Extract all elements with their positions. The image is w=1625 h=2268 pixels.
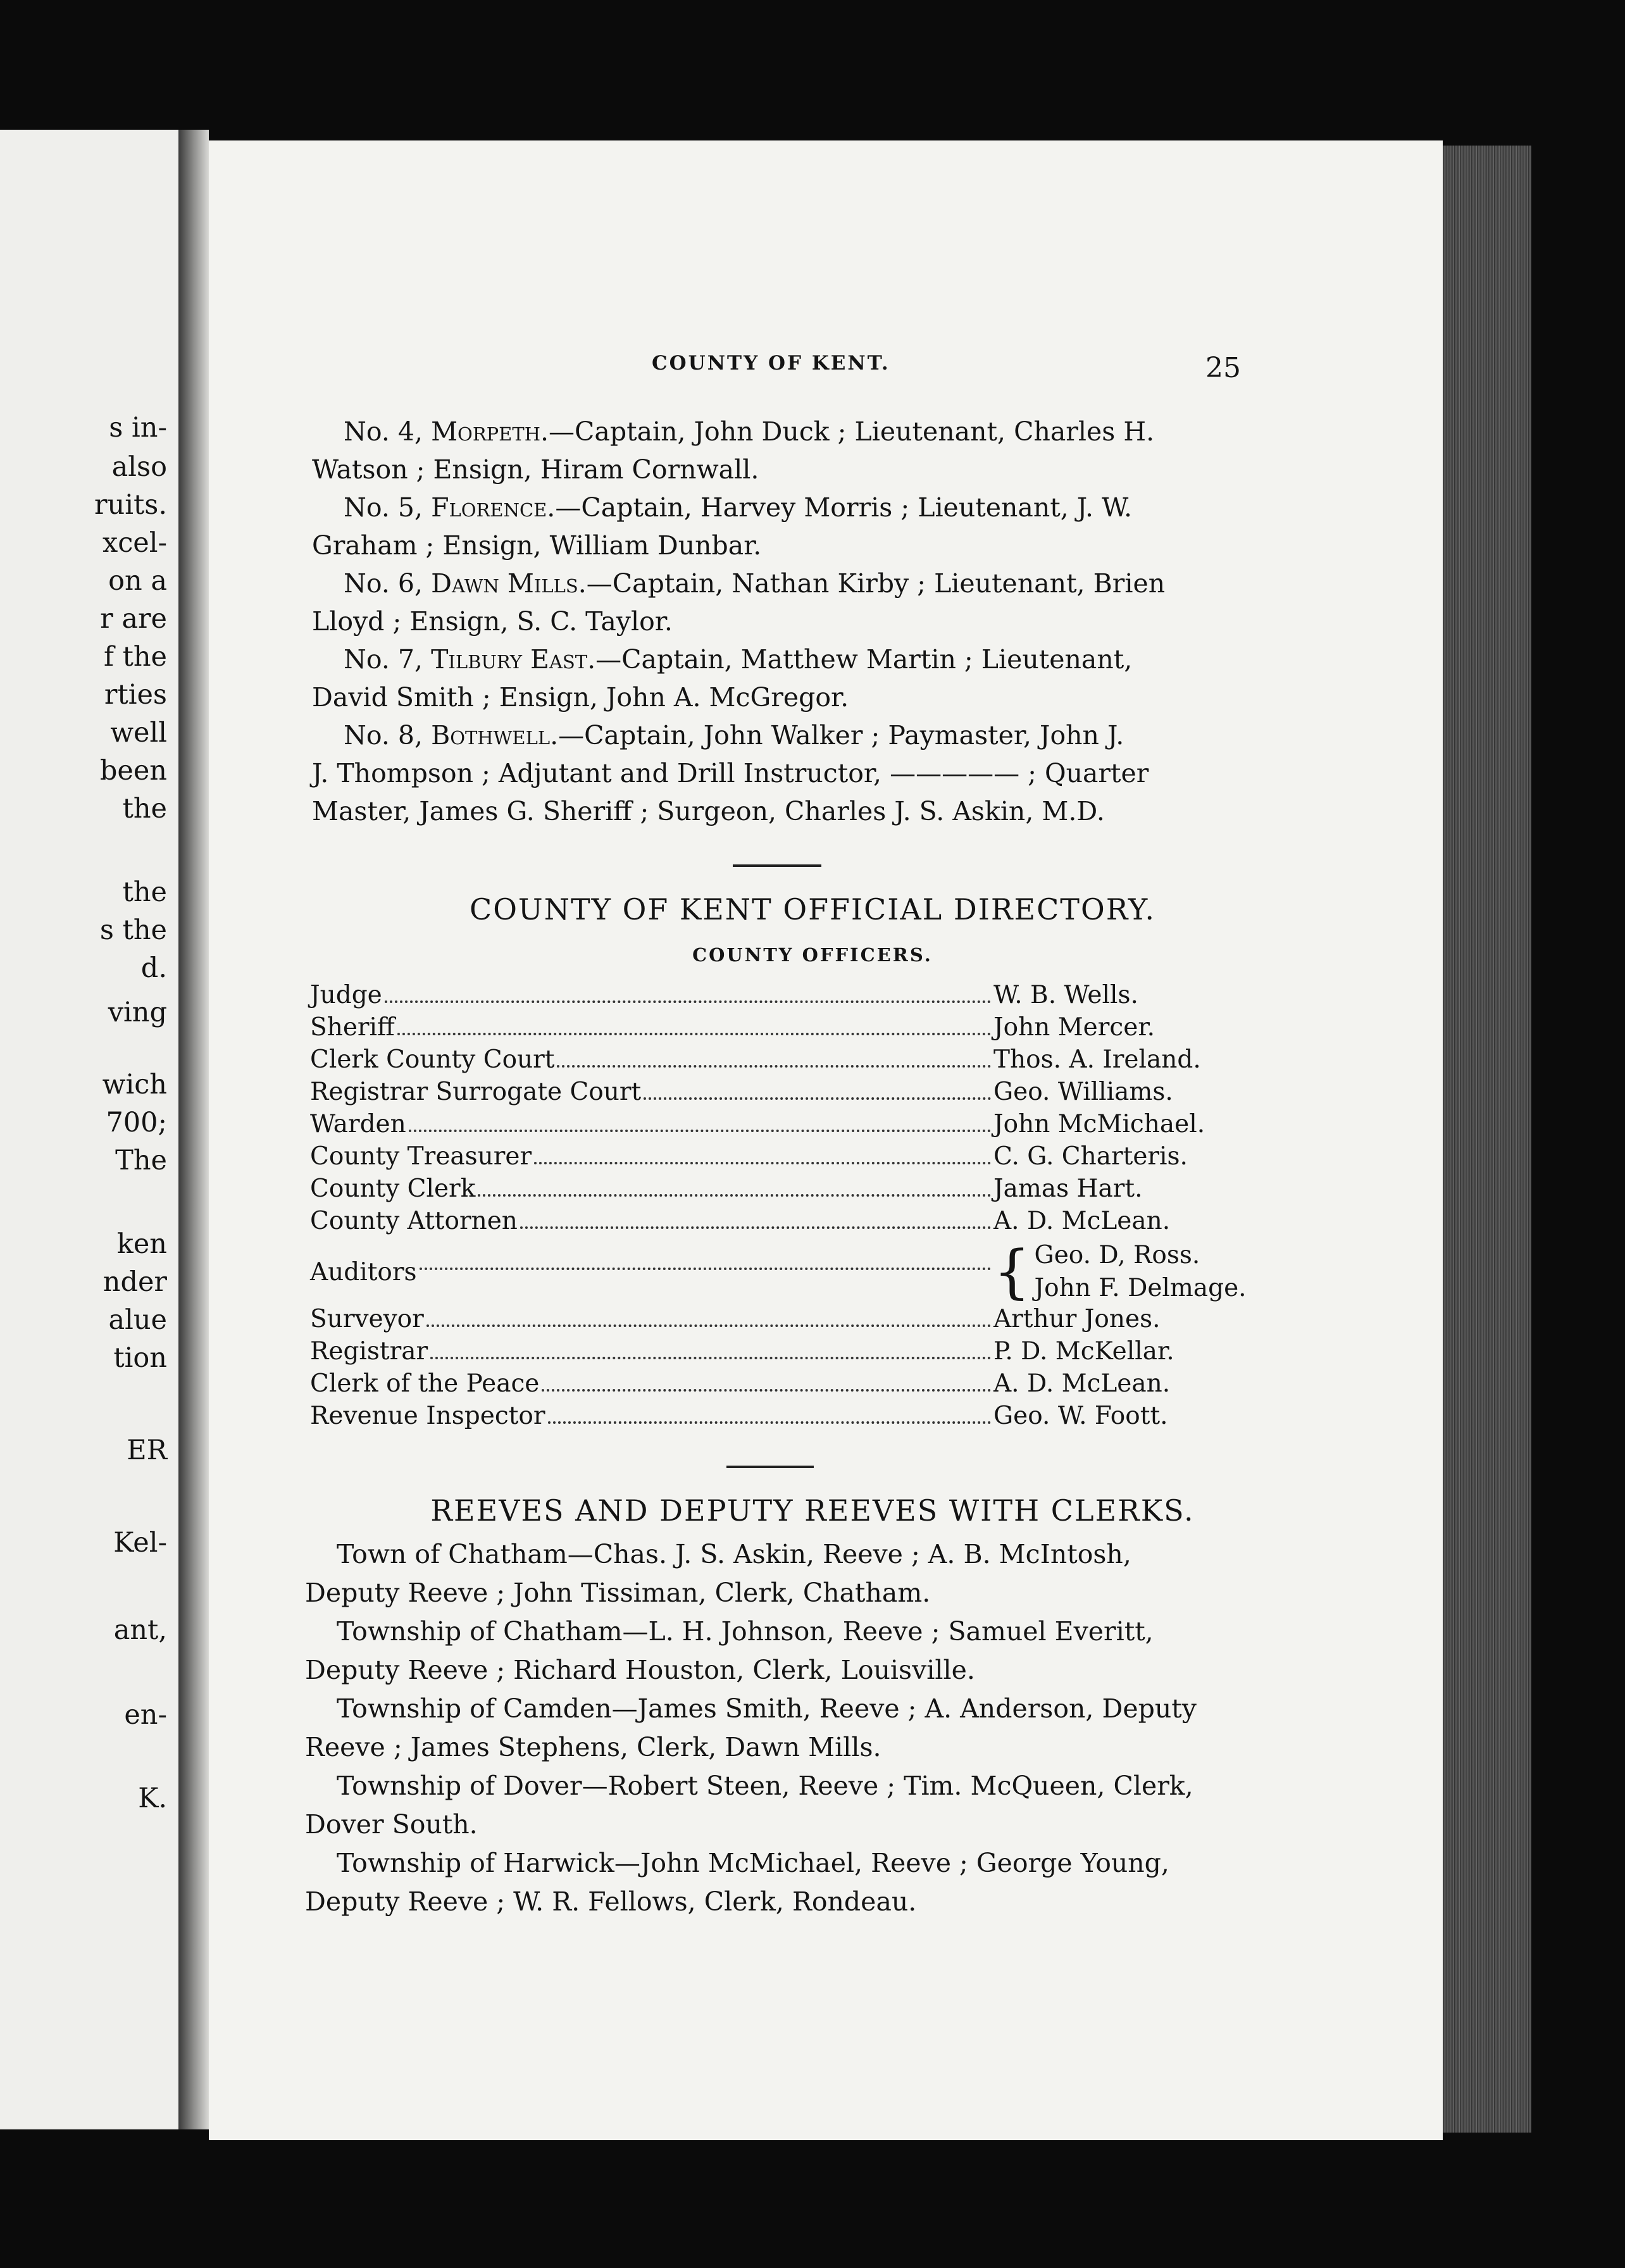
left-fragment: 700;: [106, 1107, 167, 1138]
officer-row: Clerk County Court Thos. A. Ireland.: [310, 1045, 1201, 1074]
left-fragment: rties: [104, 679, 167, 711]
left-fragment: alue: [108, 1304, 167, 1336]
left-fragment: f the: [103, 641, 167, 673]
left-fragment: on a: [108, 565, 167, 597]
left-fragment: been: [99, 755, 167, 787]
left-fragment: the: [122, 876, 167, 908]
section-rule: [726, 1466, 814, 1468]
reeve-entry-cont: Deputy Reeve ; W. R. Fellows, Clerk, Rondeau.: [305, 1886, 917, 1917]
left-fragment: en-: [124, 1699, 167, 1731]
running-header: COUNTY OF KENT.: [652, 352, 890, 375]
left-page: [0, 130, 182, 2129]
reeves-title: REEVES AND DEPUTY REEVES WITH CLERKS.: [430, 1493, 1195, 1528]
left-fragment: d.: [140, 952, 167, 984]
left-fragment: Kel-: [113, 1527, 167, 1559]
left-fragment: ving: [108, 997, 167, 1028]
officer-row-auditors: Auditors { Geo. D, Ross. John F. Delmage.: [310, 1238, 1247, 1305]
reeve-entry: Township of Dover—Robert Steen, Reeve ; Tim. McQueen, Clerk,: [337, 1771, 1193, 1801]
page-number: 25: [1205, 352, 1241, 384]
officer-row: Surveyor Arthur Jones.: [310, 1305, 1161, 1333]
reeve-entry: Township of Chatham—L. H. Johnson, Reeve ; Samuel Everitt,: [337, 1616, 1154, 1647]
left-fragment: nder: [103, 1266, 167, 1298]
reeve-entry: Township of Camden—James Smith, Reeve ; A. Anderson, Deputy: [337, 1693, 1197, 1724]
officer-row: County Attornen A. D. McLean.: [310, 1207, 1171, 1235]
reeve-entry-cont: Deputy Reeve ; Richard Houston, Clerk, Louisville.: [305, 1655, 975, 1685]
left-fragment: the: [122, 793, 167, 825]
left-fragment: s the: [99, 914, 167, 946]
officer-row: Clerk of the Peace A. D. McLean.: [310, 1369, 1171, 1398]
officer-row: Warden John McMichael.: [310, 1110, 1205, 1138]
reeve-entry-cont: Dover South.: [305, 1809, 478, 1840]
reeve-entry-cont: Reeve ; James Stephens, Clerk, Dawn Mills.: [305, 1732, 881, 1762]
book-gutter: [178, 130, 209, 2129]
officer-row: Registrar Surrogate Court Geo. Williams.: [310, 1078, 1173, 1106]
left-fragment: tion: [113, 1342, 167, 1374]
left-fragment: ken: [116, 1228, 167, 1260]
company-entry: No. 4, Morpeth.—Captain, John Duck ; Lieutenant, Charles H. Watson ; Ensign, Hiram Cornwall. No. 5, Florence.—Captain, Harvey Morris ; Lieutenant, J. W. Graham ; Ensign, William Dunbar. No. 6, Dawn Mills.—Captain, Nathan Kirby ; Lieutenant, Brien Lloyd ; Ensign, S. C. Taylor. No. 7, Tilbury East.—Captain, Matthew Martin ; Lieutenant, David Smith ; Ensign, John A. McGregor. No. 8, Bothwell.—Captain, John Walker ; Paymaster, John J. J. Thompson ; Adjutant and Drill Instructor, ————— ; Quarter Master, James G. Sheriff ; Surgeon, Charles J. S. Askin, M.D.: [312, 416, 1166, 826]
directory-title: COUNTY OF KENT OFFICIAL DIRECTORY.: [470, 892, 1155, 926]
left-fragment: also: [111, 451, 167, 483]
left-fragment: ER: [127, 1435, 167, 1466]
directory-subtitle: COUNTY OFFICERS.: [692, 944, 933, 966]
reeve-entry-cont: Deputy Reeve ; John Tissiman, Clerk, Chatham.: [305, 1578, 931, 1608]
reeve-entry: Town of Chatham—Chas. J. S. Askin, Reeve ; A. B. McIntosh,: [337, 1539, 1131, 1569]
left-fragment: ant,: [113, 1614, 167, 1646]
reeve-entry: Township of Harwick—John McMichael, Reeve ; George Young,: [337, 1848, 1169, 1878]
reeves-list: [305, 1535, 1242, 1921]
left-fragment: s in-: [109, 412, 167, 444]
section-rule: [733, 864, 821, 867]
left-fragment: K.: [138, 1783, 167, 1814]
officer-row: County Clerk Jamas Hart.: [310, 1174, 1143, 1203]
left-fragment: well: [110, 717, 167, 749]
page-edges: [1443, 146, 1531, 2133]
officer-row: County Treasurer C. G. Charteris.: [310, 1142, 1188, 1171]
officer-directory: [310, 981, 1247, 1434]
brace-icon: {: [993, 1238, 1031, 1305]
left-fragment: xcel-: [102, 527, 167, 559]
officer-row: Registrar P. D. McKellar.: [310, 1337, 1174, 1366]
left-fragment: wich: [102, 1069, 167, 1100]
officer-row: Judge W. B. Wells.: [310, 981, 1138, 1009]
left-fragment: The: [115, 1145, 167, 1176]
left-fragment: ruits.: [94, 489, 167, 521]
left-fragment: r are: [100, 603, 167, 635]
officer-row: Sheriff John Mercer.: [310, 1013, 1155, 1042]
officer-row: Revenue Inspector Geo. W. Foott.: [310, 1402, 1168, 1430]
